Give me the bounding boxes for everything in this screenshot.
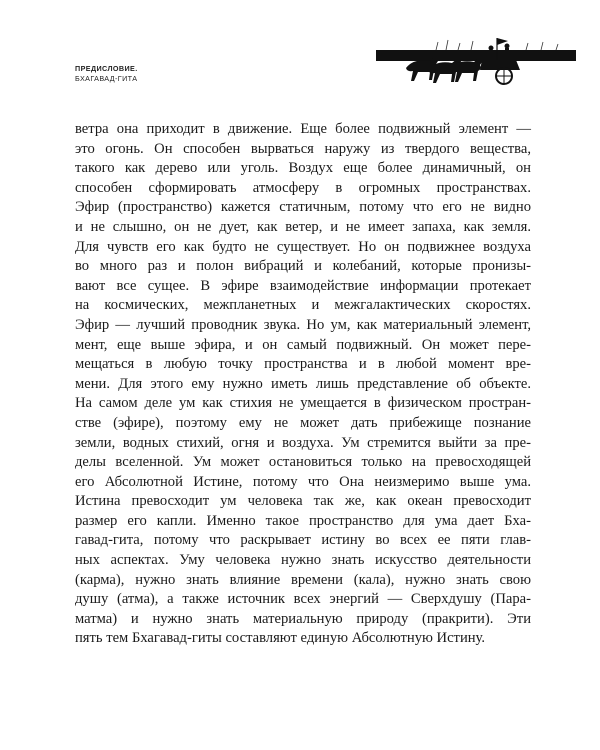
body-line: матма) и нужно знать материальную природу (пракрити). Эти	[75, 610, 531, 627]
body-line: Для чувств его как будто не существует. Но он подвижнее воздуха	[75, 238, 531, 255]
body-line: вают все сущее. В эфире взаимодействие информации протекает	[75, 277, 531, 294]
body-line: мени. Для этого ему нужно иметь лишь представление об объекте.	[75, 375, 531, 392]
body-line: душу (атма), а также источник всех энергий — Сверхдушу (Пара-	[75, 591, 531, 608]
body-line: пять тем Бхагавад-гиты составляют единую Абсолютную Истину.	[75, 630, 486, 647]
chariot-army-silhouette-icon	[376, 34, 576, 94]
running-header-section: ПРЕДИСЛОВИЕ.	[75, 64, 138, 73]
body-line: мещаться в любую точку пространства и в любой момент вре-	[75, 356, 531, 373]
body-line: Эфир (пространство) кажется статичным, потому что его не видно	[75, 199, 531, 216]
body-line: земли, водных стихий, огня и воздуха. Ум стремится выйти за пре-	[75, 434, 531, 451]
body-line: его Абсолютной Истине, потому что Она неизмеримо выше ума.	[75, 473, 531, 490]
body-line: и не слышно, он не дует, как ветер, и не имеет запаха, как земля.	[75, 218, 531, 235]
body-line: Истина превосходит ум человека так же, как океан превосходит	[75, 493, 531, 510]
body-line: (карма), нужно знать влияние времени (кала), нужно знать свою	[75, 571, 531, 588]
body-line: такого как дерево или уголь. Воздух еще более динамичный, он	[75, 160, 531, 177]
body-line: на космических, межпланетных и межгалактических скоростях.	[75, 297, 531, 314]
body-line: На самом деле ум как стихия не умещается в физическом простран-	[75, 395, 531, 412]
body-line: гавад-гита, потому что раскрывает истину во всех ее пяти глав-	[75, 532, 531, 549]
body-line: делы вселенной. Ум может остановиться только на превосходящей	[75, 454, 531, 471]
body-text	[75, 120, 531, 649]
body-line: ных аспектах. Уму человека нужно знать искусство деятельности	[75, 552, 531, 569]
body-line: мент, еще выше эфира, и он самый подвижный. Он может пере-	[75, 336, 531, 353]
body-line: Эфир — лучший проводник звука. Но ум, как материальный элемент,	[75, 316, 531, 333]
running-header	[75, 64, 138, 83]
body-line: способен сформировать атмосферу в огромных пространствах.	[75, 179, 531, 196]
body-line: стве (эфире), поэтому ему не может дать прибежище познание	[75, 414, 531, 431]
body-line: это огонь. Он способен вырваться наружу из твердого вещества,	[75, 140, 531, 157]
running-header-title: БХАГАВАД-ГИТА	[75, 73, 138, 83]
body-line: во много раз и полон вибраций и колебаний, которые пронизы-	[75, 258, 531, 275]
body-line: ветра она приходит в движение. Еще более подвижный элемент —	[75, 121, 531, 137]
body-line: размер его капли. Именно такое пространство для ума дает Бха-	[75, 512, 531, 529]
